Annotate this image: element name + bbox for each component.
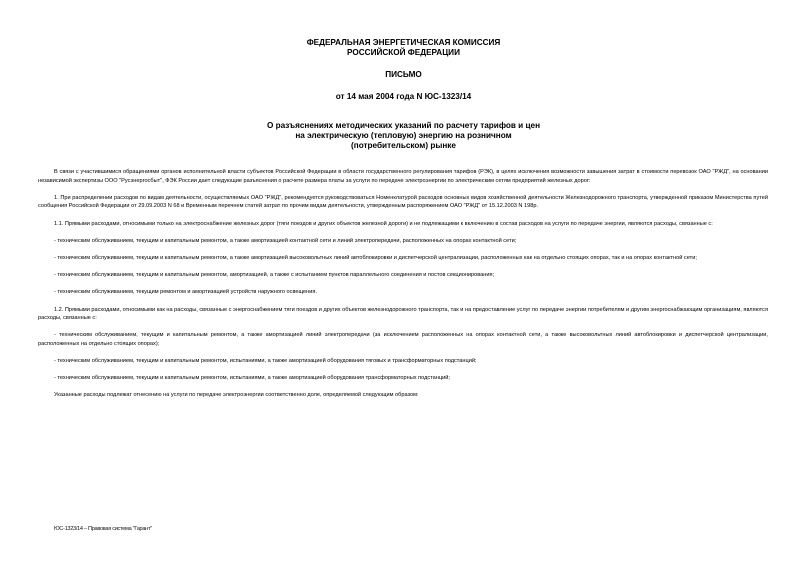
paragraph-1-1: 1.1. Прямыми расходами, относимыми только на электроснабжение железных дорог (тяги поездов и других объектов железной дороги) и не подлежащими к включению в состав расходов на услуги по передаче энергии, являются расходы, связанные с:	[54, 220, 713, 227]
list-item: - техническим обслуживанием, текущим ремонтом и амортизацией устройств наружного освещения.	[54, 289, 317, 296]
document-subject	[0, 121, 807, 151]
document-date-number: от 14 мая 2004 года N ЮС-1323/14	[335, 92, 472, 101]
paragraph-1: 1. При распределении расходов по видам деятельности, осуществляемых ОАО "РЖД", рекомендуется руководствоваться Номенклатурой расходов основных видов хозяйственной деятельности Железнодорожного транспорта, утвержденной приказом Министерства путей сообщения Российской Федерации от 29.09.2003 N 68 и Временным перечнем статей затрат по прочим видам деятельности, утвержденным распоряжением ОАО "РЖД" от 15.12.2003 N 198р.	[38, 194, 768, 210]
issuer-heading	[0, 38, 807, 58]
paragraph-closing: Указанные расходы подлежат отнесению на услуги по передаче электроэнергии соответственно доле, определяемой следующим образом:	[54, 392, 419, 399]
list-item: - техническим обслуживанием, текущим и капитальным ремонтом, а также амортизацией высоковольтных линий автоблокировки и диспетчерской централизации, расположенных как на отдельно стоящих опорах, так и на опорах контактной сети;	[54, 254, 697, 261]
list-item: - техническим обслуживанием, текущим и капитальным ремонтом, а также амортизацией контактной сети и линий электропередачи, расположенных на опорах контактной сети;	[54, 237, 517, 244]
paragraph-intro: В связи с участившимися обращениями органов исполнительной власти субъектов Российской Федерации в области государственного регулирования тарифов (РЭК), в целях исключения возможности завышения затрат в стоимости перевозок ОАО "РЖД", на основании независимой экспертизы ООО "Русэнергосбыт", ФЭК России дает следующие разъяснения о расчете размера платы за услуги по передаче электроэнергии по электрическим сетям предприятий железных дорог:	[38, 169, 768, 184]
subject-line-3: (потребительском) рынке	[351, 141, 456, 150]
issuer-line-2: РОССИЙСКОЙ ФЕДЕРАЦИИ	[347, 48, 460, 57]
list-item: - техническим обслуживанием, текущим и капитальным ремонтом, а также амортизацией линий электропередачи (за исключением расположенных на опорах контактной сети, а также высоковольтных линий автоблокировки и диспетчерской централизации, расположенных на отдельно стоящих опорах);	[38, 332, 768, 347]
document-type: ПИСЬМО	[385, 70, 422, 79]
subject-line-2: на электрическую (тепловую) энергию на розничном	[295, 131, 512, 140]
list-item: - техническим обслуживанием, текущим и капитальным ремонтом, испытаниями, а также амортизацией оборудования трансформаторных подстанций;	[54, 375, 450, 382]
issuer-line-1: ФЕДЕРАЛЬНАЯ ЭНЕРГЕТИЧЕСКАЯ КОМИССИЯ	[306, 38, 501, 47]
list-item: - техническим обслуживанием, текущим и капитальным ремонтом, амортизацией, а также с испытанием пунктов параллельного соединения и постов секционирования;	[54, 272, 495, 279]
page-footer: ЮС-1323/14 – Правовая система "Гарант"	[54, 526, 152, 532]
subject-line-1: О разъяснениях методических указаний по расчету тарифов и цен	[266, 121, 541, 130]
list-item: - техническим обслуживанием, текущим и капитальным ремонтом, испытаниями, а также амортизацией оборудования тяговых и трансформаторных подстанций;	[54, 358, 477, 365]
document-body	[38, 168, 768, 409]
paragraph-1-2: 1.2. Прямыми расходами, относимыми как на расходы, связанные с энергоснабжением тяги поездов и других объектов железнодорожного транспорта, так и на предоставление услуг по передаче энергии потребителям и другим энергоснабжающим организациям, являются расходы, связанные с:	[38, 306, 768, 322]
